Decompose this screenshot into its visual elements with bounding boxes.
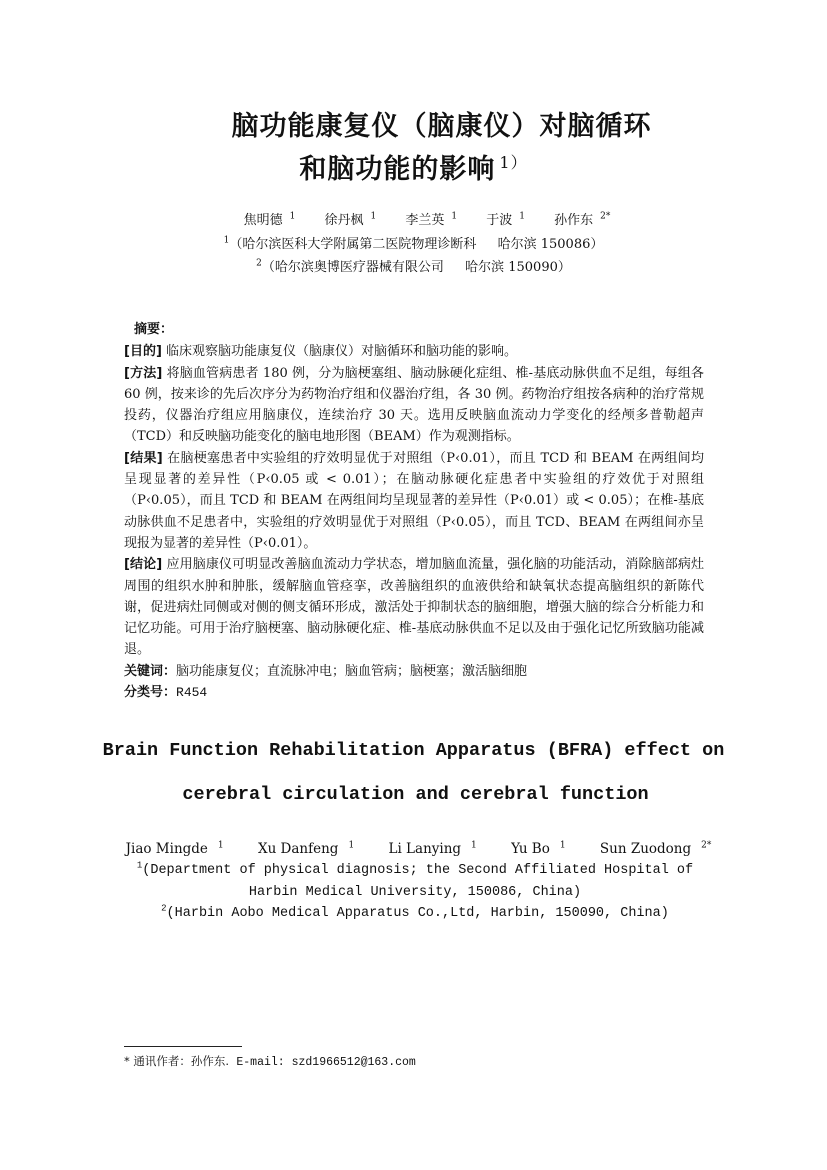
authors-cn bbox=[10, 209, 827, 228]
keywords bbox=[124, 661, 704, 682]
author-mark: 1 bbox=[348, 840, 355, 851]
author-name: 徐丹枫 bbox=[324, 213, 364, 228]
author-mark: 1 bbox=[519, 211, 526, 222]
affiliation-mark: 2 bbox=[256, 258, 262, 269]
author-name: 于波 bbox=[486, 213, 513, 228]
affiliation-en-2 bbox=[120, 903, 710, 925]
keywords-text: 脑功能康复仪；直流脉冲电；脑血管病；脑梗塞；激活脑细胞 bbox=[176, 663, 528, 679]
affiliation-text: （哈尔滨医科大学附属第二医院物理诊断科 哈尔滨 150086） bbox=[229, 237, 604, 252]
title-en-line2: cerebral circulation and cerebral function bbox=[182, 784, 649, 805]
results-text: 在脑梗塞患者中实验组的疗效明显优于对照组（P‹0.01），而且 TCD 和 BEAM 在两组间均呈现显著的差异性（P‹0.05 或 < 0.01）；在脑动脉硬化症患者中实验组的疗效优于对照组（P‹0.05），而且 TCD 和 BEAM 在两组间均呈现显著的差异性（P‹0.01）或 < 0.05）；在椎-基底动脉供血不足患者中，实验组的疗效明显优于对照组（P‹0.05），而且 TCD、BEAM 在两组间亦呈现报为显著的差异性（P‹0.01）。 bbox=[124, 450, 704, 551]
abstract-methods bbox=[124, 363, 704, 448]
footnote-rule bbox=[124, 1046, 242, 1047]
class-number: R454 bbox=[176, 685, 208, 701]
title-note-mark: 1） bbox=[499, 153, 528, 172]
methods-text: 将脑血管病患者 180 例，分为脑梗塞组、脑动脉硬化症组、椎-基底动脉供血不足组，每组各 60 例，按来诊的先后次序分为药物治疗组和仪器治疗组，各 30 例。药物治疗组按各病种的治疗常规投药，仪器治疗组应用脑康仪，连续治疗 30 天。选用反映脑血流动力学变化的经颅多普勒超声（TCD）和反映脑功能变化的脑电地形图（BEAM）作为观测指标。 bbox=[124, 365, 704, 445]
author-en bbox=[590, 841, 711, 857]
abstract-conclusion bbox=[124, 554, 704, 660]
author-mark: 1 bbox=[289, 211, 296, 222]
author-cn bbox=[237, 213, 296, 228]
author-cn bbox=[317, 213, 376, 228]
abstract-heading: 摘要： bbox=[134, 322, 174, 337]
author-cn bbox=[547, 213, 610, 228]
author-name: 焦明德 bbox=[243, 213, 283, 228]
classification bbox=[124, 682, 704, 703]
author-cn bbox=[479, 213, 525, 228]
class-label: 分类号： bbox=[124, 685, 177, 701]
author-name: Li Lanying bbox=[388, 841, 462, 857]
author-en bbox=[378, 841, 476, 857]
results-label: [结果] bbox=[124, 450, 163, 466]
conclusion-label: [结论] bbox=[124, 557, 163, 573]
abstract-objective bbox=[124, 341, 704, 362]
objective-label: [目的] bbox=[124, 344, 162, 360]
affiliation-mark: 1 bbox=[136, 860, 143, 871]
authors-en bbox=[0, 841, 827, 857]
affiliation-text: (Harbin Aobo Medical Apparatus Co.,Ltd, Harbin, 150090, China) bbox=[166, 906, 669, 921]
author-mark: 2* bbox=[600, 211, 611, 222]
title-cn-line2 bbox=[0, 147, 827, 186]
affiliation-text: (Department of physical diagnosis; the Second Affiliated Hospital of Harbin Medical University, 150086, China) bbox=[142, 863, 694, 900]
author-mark: 1 bbox=[451, 211, 458, 222]
methods-label: [方法] bbox=[124, 365, 163, 381]
affiliation-en-1 bbox=[120, 860, 710, 904]
author-en bbox=[116, 841, 224, 857]
title-en-line1: Brain Function Rehabilitation Apparatus (BFRA) effect on bbox=[102, 740, 725, 761]
abstract bbox=[124, 319, 704, 703]
footnote bbox=[124, 1053, 416, 1069]
author-mark: 2* bbox=[701, 840, 712, 851]
author-mark: 1 bbox=[217, 840, 224, 851]
author-mark: 1 bbox=[559, 840, 566, 851]
title-cn-line1: 脑功能康复仪（脑康仪）对脑循环 bbox=[231, 111, 652, 142]
keywords-label: 关键词： bbox=[124, 663, 177, 679]
affiliation-mark: 1 bbox=[223, 235, 230, 246]
affiliation-cn-1 bbox=[0, 233, 827, 252]
abstract-results bbox=[124, 448, 704, 554]
author-en bbox=[248, 841, 354, 857]
author-name: Jiao Mingde bbox=[125, 841, 208, 857]
footnote-mark: * bbox=[124, 1054, 130, 1068]
author-name: Sun Zuodong bbox=[599, 841, 692, 857]
affiliation-text: （哈尔滨奥博医疗器械有限公司 哈尔滨 150090） bbox=[261, 260, 571, 275]
title-cn-line2-text: 和脑功能的影响 bbox=[299, 154, 496, 185]
author-cn bbox=[398, 213, 457, 228]
author-name: 李兰英 bbox=[405, 213, 445, 228]
author-name: Yu Bo bbox=[511, 841, 550, 857]
author-name: 孙作东 bbox=[554, 213, 594, 228]
footnote-email: E-mail: szd1966512@163.com bbox=[236, 1056, 416, 1069]
affiliation-cn-2 bbox=[0, 256, 827, 275]
author-en bbox=[501, 841, 566, 857]
author-name: Xu Danfeng bbox=[257, 841, 339, 857]
footnote-text: 通讯作者：孙作东. bbox=[133, 1054, 230, 1068]
conclusion-text: 应用脑康仪可明显改善脑血流动力学状态，增加脑血流量，强化脑的功能活动，消除脑部病灶周围的组织水肿和肿胀，缓解脑血管痉挛，改善脑组织的血液供给和缺氧状态提高脑组织的新陈代谢，促进病灶同侧或对侧的侧支循环形成，激活处于抑制状态的脑细胞，增强大脑的综合分析能力和记忆功能。可用于治疗脑梗塞、脑动脉硬化症、椎-基底动脉供血不足以及由于强化记忆所致脑功能减退。 bbox=[124, 557, 704, 658]
author-mark: 1 bbox=[370, 211, 377, 222]
objective-text: 临床观察脑功能康复仪（脑康仪）对脑循环和脑功能的影响。 bbox=[166, 344, 518, 360]
author-mark: 1 bbox=[471, 840, 477, 851]
affiliation-mark: 2 bbox=[161, 903, 167, 914]
